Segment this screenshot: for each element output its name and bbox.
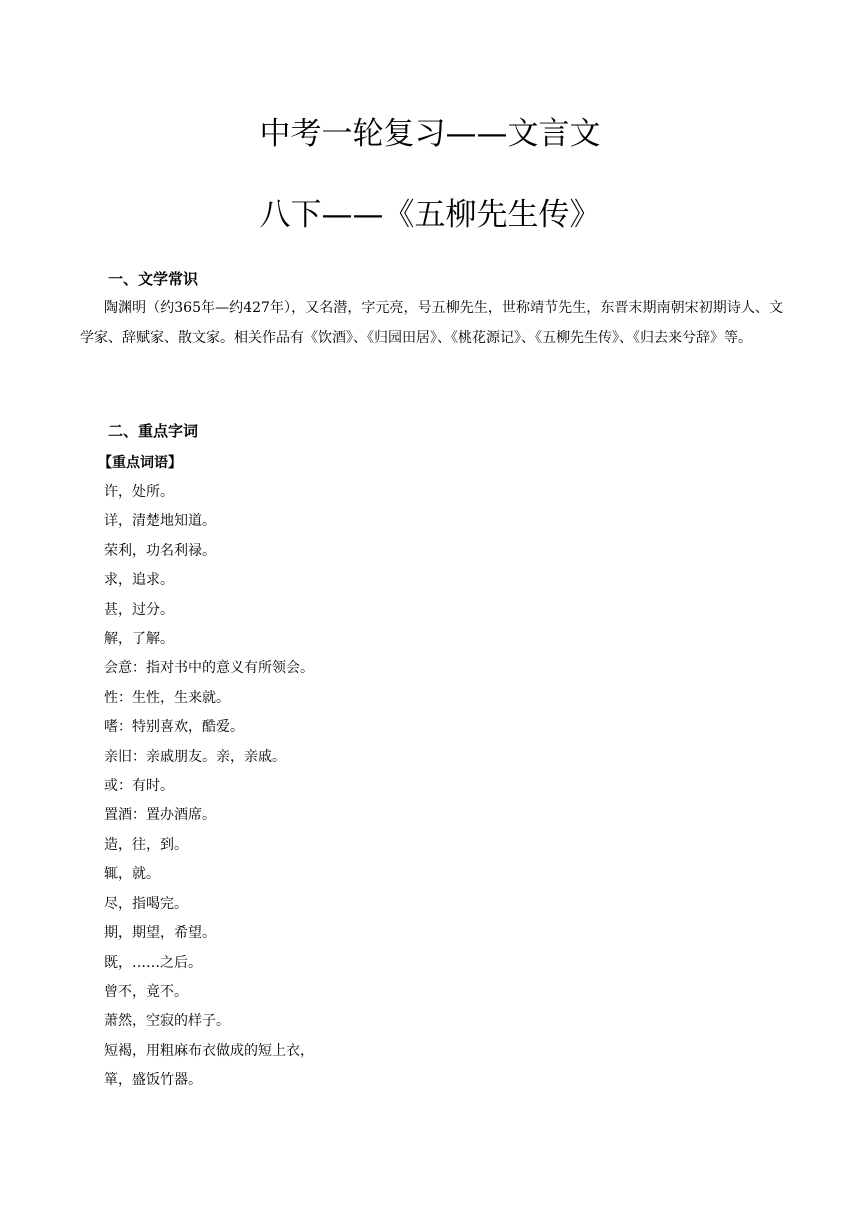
vocabulary-item: 性：生性，生来就。 (104, 689, 230, 706)
section-heading-key-words: 二、重点字词 (108, 422, 199, 440)
vocabulary-item: 期，期望，希望。 (104, 925, 216, 942)
vocabulary-item: 解，了解。 (104, 631, 174, 648)
vocabulary-item: 萧然，空寂的样子。 (104, 1013, 230, 1030)
vocabulary-item: 尽，指喝完。 (104, 895, 188, 912)
vocabulary-item: 造，往，到。 (104, 836, 188, 853)
vocabulary-item: 辄，就。 (104, 866, 160, 883)
vocabulary-item: 许，处所。 (104, 484, 174, 500)
vocabulary-item: 甚，过分。 (104, 601, 174, 618)
literary-knowledge-paragraph: 陶渊明（约365年—约427年），又名潜，字元亮，号五柳先生，世称靖节先生，东晋末期南朝宋初期诗人、文学家、辞赋家、散文家。相关作品有《饮酒》、《归园田居》、《桃花源记》、《五柳先生传》、《归去来兮辞》等。 (80, 300, 783, 346)
vocabulary-list (104, 478, 314, 1096)
key-words-subheading: 【重点词语】 (98, 455, 182, 471)
vocabulary-item: 或：有时。 (104, 778, 174, 795)
vocabulary-item: 短褐，用粗麻布衣做成的短上衣， (104, 1042, 314, 1059)
vocabulary-item: 亲旧：亲戚朋友。亲，亲戚。 (104, 748, 286, 765)
vocabulary-item: 详，清楚地知道。 (104, 513, 216, 530)
vocabulary-item: 箪，盛饭竹器。 (104, 1072, 202, 1089)
vocabulary-item: 置酒：置办酒席。 (104, 807, 216, 824)
vocabulary-item: 曾不，竟不。 (104, 983, 188, 1000)
vocabulary-item: 求，追求。 (104, 572, 174, 589)
vocabulary-item: 嗜：特别喜欢，酷爱。 (104, 719, 244, 736)
section-heading-literary-knowledge: 一、文学常识 (108, 270, 199, 288)
vocabulary-item: 会意：指对书中的意义有所领会。 (104, 660, 314, 677)
document-subtitle: 八下——《五柳先生传》 (259, 197, 601, 233)
document-title: 中考一轮复习——文言文 (259, 116, 601, 152)
vocabulary-item: 荣利，功名利禄。 (104, 542, 216, 559)
vocabulary-item: 既，……之后。 (104, 954, 202, 971)
